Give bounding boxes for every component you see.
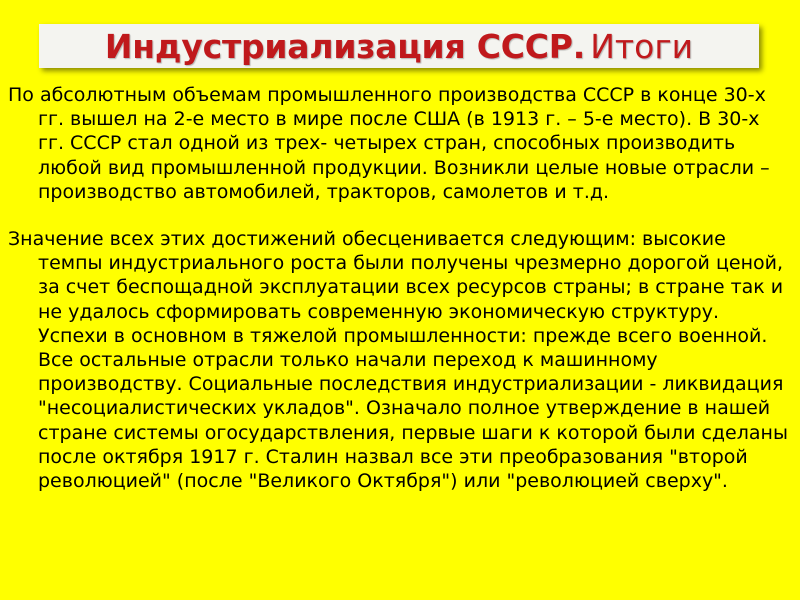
- paragraph-assessment: Значение всех этих достижений обесценивается следующим: высокие темпы индустриального роста были получены чрезмерно дорогой ценой, за счет беспощадной эксплуатации всех ресурсов страны; в стране так и не удалось сформировать современную экономическую структуру. Успехи в основном в тяжелой промышленности: прежде всего военной. Все остальные отрасли только начали переход к машинному производству. Социальные последствия индустриализации - ликвидация "несоциалистических укладов". Означало полное утверждение в нашей стране системы огосударствления, первые шаги к которой были сделаны после октября 1917 г. Сталин назвал все эти преобразования "второй революцией" (после "Великого Октября") или "революцией сверху".: [8, 228, 788, 493]
- slide-title-box: [39, 24, 759, 68]
- slide-title-sub: Итоги: [590, 26, 694, 66]
- slide-body: [8, 83, 790, 493]
- paragraph-achievements: По абсолютным объемам промышленного производства СССР в конце 30-х гг. вышел на 2-е место в мире после США (в 1913 г. – 5-е место). В 30-х гг. СССР стал одной из трех- четырех стран, способных производить любой вид промышленной продукции. Возникли целые новые отрасли – производство автомобилей, тракторов, самолетов и т.д.: [8, 84, 770, 203]
- slide-title-main: Индустриализация СССР.: [104, 26, 586, 66]
